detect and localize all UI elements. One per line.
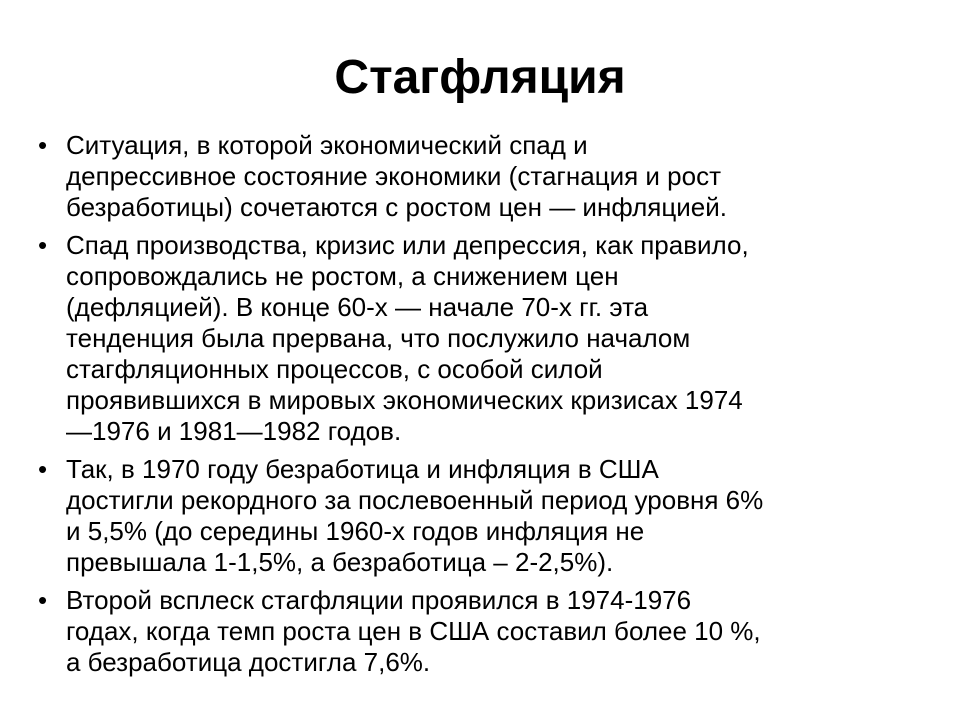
slide-title: Стагфляция xyxy=(334,51,626,104)
bullet-line: достигли рекордного за послевоенный период уровня 6% xyxy=(66,485,764,515)
bullet-item xyxy=(38,454,928,578)
bullet-line: и 5,5% (до середины 1960-х годов инфляция не xyxy=(66,516,645,546)
bullet-line: сопровождались не ростом, а снижением цен xyxy=(66,261,619,291)
bullet-item xyxy=(38,230,928,447)
bullet-line: Ситуация, в которой экономический спад и xyxy=(66,130,588,160)
bullet-line: стагфляционных процессов, с особой силой xyxy=(66,354,603,384)
bullet-icon: • xyxy=(38,585,48,615)
bullet-item xyxy=(38,585,928,678)
bullet-item xyxy=(38,130,928,223)
bullet-line: превышала 1-1,5%, а безработица – 2-2,5%). xyxy=(66,547,614,577)
bullet-list xyxy=(38,130,928,685)
bullet-icon: • xyxy=(38,454,48,484)
bullet-line: депрессивное состояние экономики (стагнация и рост xyxy=(66,161,722,191)
bullet-line: а безработица достигла 7,6%. xyxy=(66,647,431,677)
bullet-line: проявившихся в мировых экономических кризисах 1974 xyxy=(66,385,743,415)
bullet-line: безработицы) сочетаются с ростом цен — инфляцией. xyxy=(66,192,728,222)
bullet-icon: • xyxy=(38,130,48,160)
bullet-line: (дефляцией). В конце 60-х — начале 70-х гг. эта xyxy=(66,292,649,322)
bullet-line: —1976 и 1981—1982 годов. xyxy=(66,416,402,446)
bullet-line: Второй всплеск стагфляции проявился в 1974-1976 xyxy=(66,585,692,615)
bullet-line: годах, когда темп роста цен в США составил более 10 %, xyxy=(66,616,761,646)
bullet-line: Так, в 1970 году безработица и инфляция в США xyxy=(66,454,659,484)
bullet-icon: • xyxy=(38,230,48,260)
bullet-line: Спад производства, кризис или депрессия, как правило, xyxy=(66,230,749,260)
bullet-line: тенденция была прервана, что послужило началом xyxy=(66,323,691,353)
